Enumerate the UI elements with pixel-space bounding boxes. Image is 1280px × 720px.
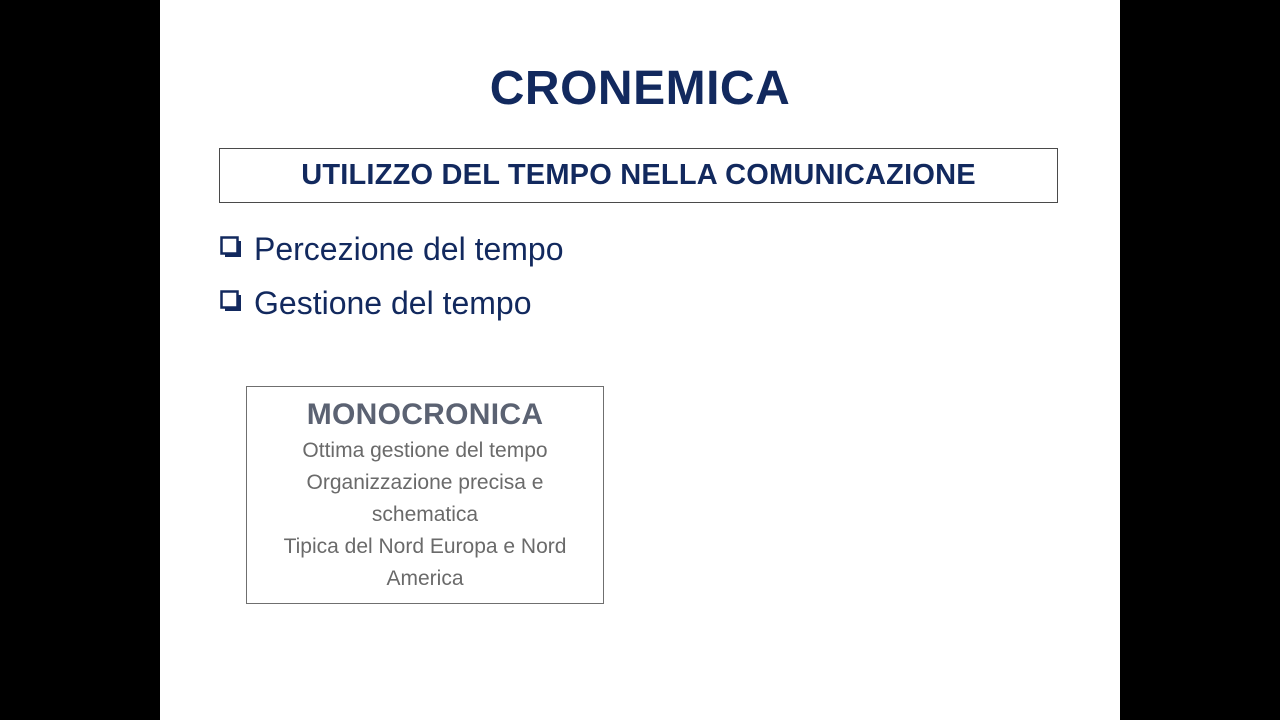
bullet-label: Percezione del tempo [254,231,564,267]
subtitle-box [219,148,1058,203]
bullet-list [220,222,564,330]
box-line: America [386,567,464,590]
subtitle-text: UTILIZZO DEL TEMPO NELLA COMUNICAZIONE [301,159,976,191]
bullet-item-percezione [220,222,564,276]
checkbox-outline-icon [220,236,242,258]
checkbox-outline-icon [220,290,242,312]
presentation-slide [160,0,1120,720]
box-line: Tipica del Nord Europa e Nord [283,535,567,558]
bullet-label: Gestione del tempo [254,285,532,321]
slide-title: CRONEMICA [489,62,791,115]
box-line: Organizzazione precisa e [306,471,544,494]
box-title: MONOCRONICA [306,398,544,431]
box-line: schematica [371,503,479,526]
bullet-item-gestione [220,276,564,330]
monocronica-box [246,386,604,604]
box-line: Ottima gestione del tempo [302,439,548,462]
